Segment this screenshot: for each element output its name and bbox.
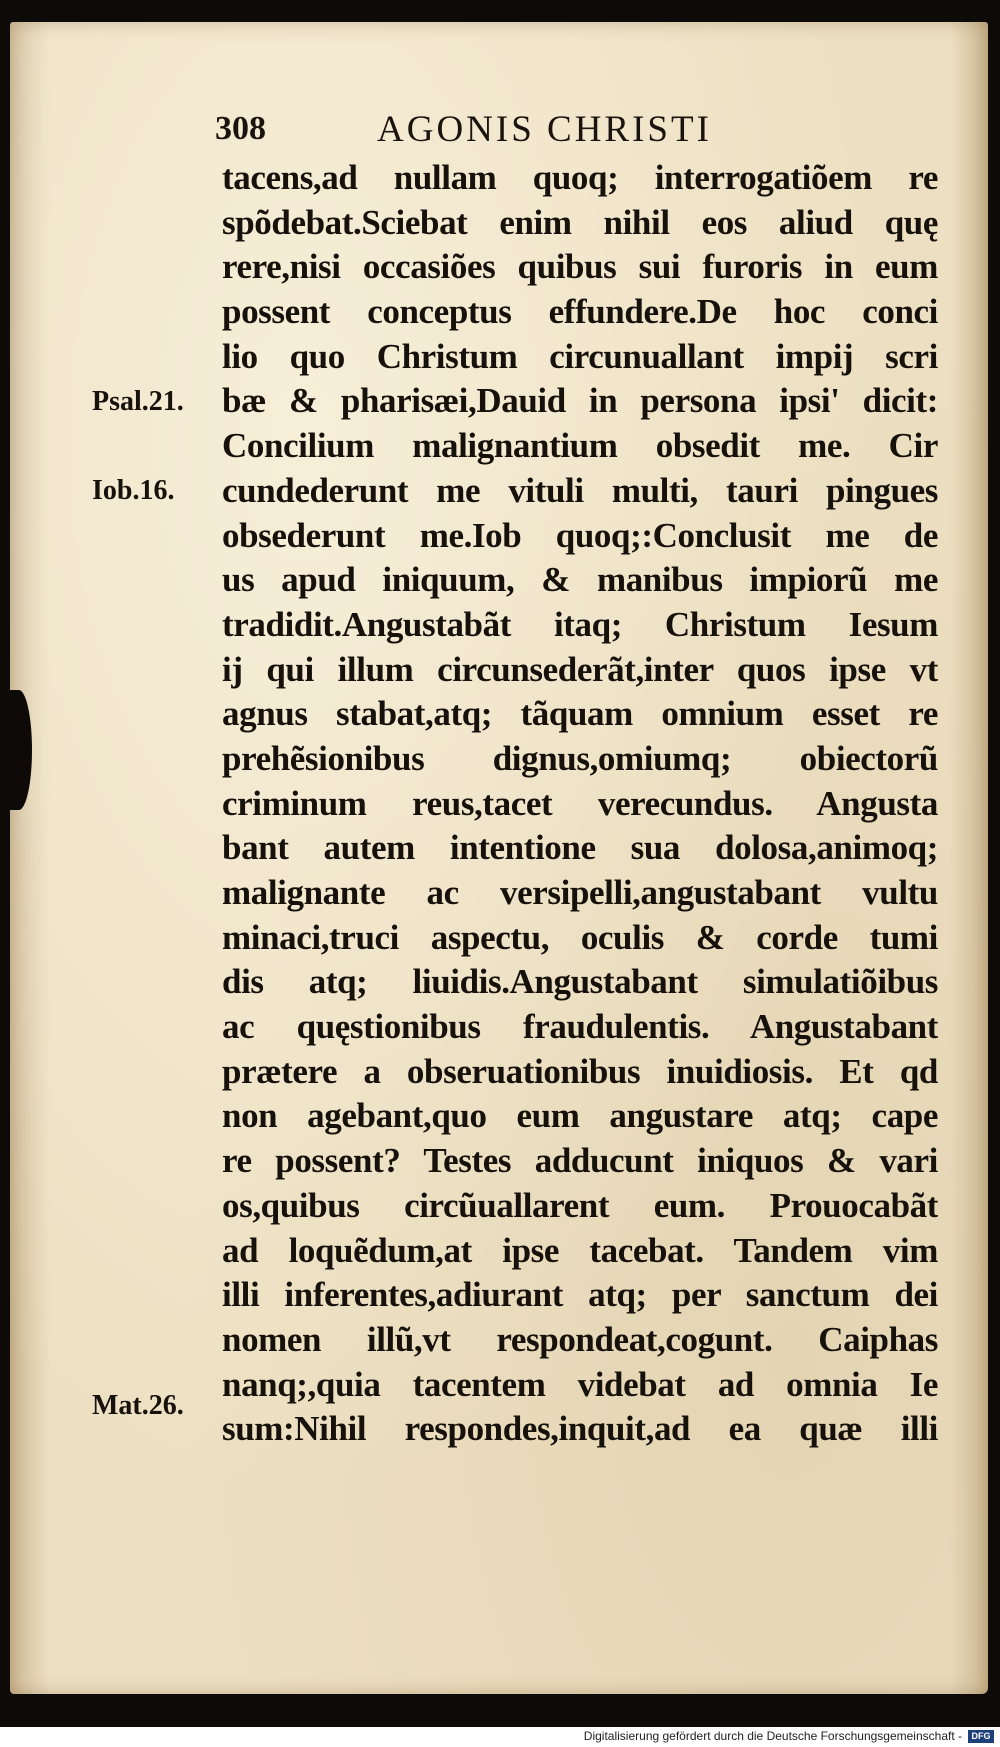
text-line: us apud iniquum, & manibus impiorũ me — [222, 560, 938, 600]
text-line: possent conceptus effundere.De hoc conci — [222, 292, 938, 332]
running-head — [215, 108, 940, 158]
funding-credit: Digitalisierung gefördert durch die Deutsche Forschungsgemeinschaft - — [583, 1729, 962, 1743]
running-title: AGONIS CHRISTI — [377, 109, 712, 150]
text-line: illi inferentes,adiurant atq; per sanctum dei — [222, 1275, 938, 1315]
text-line: prætere a obseruationibus inuidiosis. Et qd — [222, 1051, 938, 1091]
dfg-logo-icon: DFG — [968, 1730, 994, 1743]
text-line: lio quo Christum circunuallant impij scri — [222, 336, 938, 376]
margin-note-matthew: Mat.26. — [92, 1390, 184, 1421]
text-line: prehẽsionibus dignus,omiumq; obiectorũ — [222, 738, 938, 778]
text-line: cundederunt me vituli multi, tauri pingues — [222, 470, 938, 510]
text-line: rere,nisi occasiões quibus sui furoris in eum — [222, 247, 938, 287]
body-text — [222, 156, 938, 1452]
text-line: bæ & pharisæi,Dauid in persona ipsi' dicit: — [222, 381, 938, 421]
text-line: Concilium malignantium obsedit me. Cir — [222, 426, 938, 466]
text-line: nomen illũ,vt respondeat,cogunt. Caiphas — [222, 1319, 938, 1359]
text-line: ij qui illum circunsederãt,inter quos ipse vt — [222, 649, 938, 689]
text-line: spõdebat.Sciebat enim nihil eos aliud quę — [222, 202, 938, 242]
text-line: non agebant,quo eum angustare atq; cape — [222, 1096, 938, 1136]
text-line: tradidit.Angustabãt itaq; Christum Iesum — [222, 604, 938, 644]
margin-note-psalm: Psal.21. — [92, 386, 184, 417]
text-line: os,quibus circũuallarent eum. Prouocabãt — [222, 1185, 938, 1225]
text-line: sum:Nihil respondes,inquit,ad ea quæ illi — [222, 1409, 938, 1449]
digitization-footer — [0, 1727, 1000, 1747]
text-line: nanq;,quia tacentem videbat ad omnia Ie — [222, 1364, 938, 1404]
text-line: tacens,ad nullam quoq; interrogatiõem re — [222, 158, 938, 197]
text-line: ad loquẽdum,at ipse tacebat. Tandem vim — [222, 1230, 938, 1270]
margin-note-job: Iob.16. — [92, 475, 175, 506]
text-line: ac quęstionibus fraudulentis. Angustabant — [222, 1007, 938, 1047]
text-line: agnus stabat,atq; tãquam omnium esset re — [222, 694, 938, 734]
text-line: minaci,truci aspectu, oculis & corde tumi — [222, 917, 938, 957]
page-number: 308 — [215, 110, 266, 147]
text-line: bant autem intentione sua dolosa,animoq; — [222, 828, 938, 868]
text-line: obsederunt me.Iob quoq;:Conclusit me de — [222, 515, 938, 555]
text-line: malignante ac versipelli,angustabant vultu — [222, 873, 938, 912]
text-line: criminum reus,tacet verecundus. Angusta — [222, 783, 938, 823]
text-line: dis atq; liuidis.Angustabant simulatiõibus — [222, 962, 938, 1002]
text-line: re possent? Testes adducunt iniquos & vari — [222, 1141, 938, 1181]
